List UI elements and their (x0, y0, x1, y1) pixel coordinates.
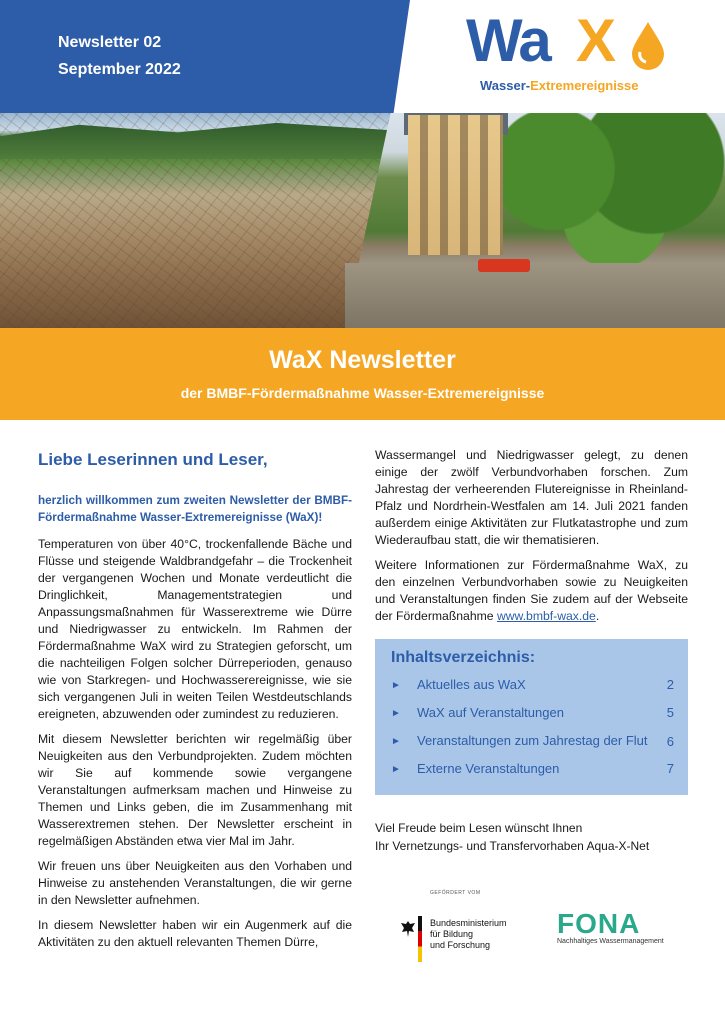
flood-building (408, 115, 503, 255)
toc-item-veranstaltungen[interactable] (391, 703, 674, 723)
toc-label: Externe Veranstaltungen (417, 761, 560, 776)
bmbf-name (430, 918, 507, 951)
toc-item-jahrestag[interactable] (391, 731, 674, 751)
logo-sub-wasser: Wasser- (480, 78, 531, 93)
body-paragraph-3: Wir freuen uns über Neuigkeiten aus den Vorhaben und Hinweise zu anstehenden Veranstaltungen, die wir gerne in den Newsletter aufnehmen. (38, 859, 352, 907)
closing-line-1: Viel Freude beim Lesen wünscht Ihnen (375, 821, 583, 835)
water-drop-icon (630, 20, 666, 70)
bmbf-line-2: für Bildung (430, 929, 474, 939)
rescue-boat (478, 259, 530, 272)
flood-water (345, 263, 725, 328)
triangle-bullet-icon: ► (391, 764, 401, 775)
closing-line-2: Ihr Vernetzungs- und Transfervorhaben Aqua-X-Net (375, 839, 650, 853)
left-column (38, 450, 352, 959)
toc-page-number: 5 (666, 705, 674, 720)
title-banner (0, 328, 725, 420)
wax-logo (466, 7, 676, 98)
table-of-contents (375, 639, 688, 795)
triangle-bullet-icon: ► (391, 736, 401, 747)
toc-page-number: 2 (666, 677, 674, 692)
toc-title: Inhaltsverzeichnis: (391, 649, 536, 666)
closing-remark (375, 819, 688, 855)
greeting-heading: Liebe Leserinnen und Leser, (38, 450, 268, 469)
toc-item-aktuelles[interactable] (391, 675, 674, 695)
right-paragraph-1: Wassermangel und Niedrigwasser gelegt, zu denen einige der zwölf Verbundvorhaben forschen. Zum Jahrestag der verheerenden Flutereignisse in Rheinland-Pfalz und Nordrhein-Westfalen am 14. Juli 2021 fanden außerdem einige Aktivitäten zur Flutkatastrophe und zum Wiederaufbau statt, die wir thematisieren. (375, 448, 688, 547)
bmbf-logo (400, 888, 520, 968)
bmbf-line-1: Bundesministerium (430, 918, 507, 928)
toc-item-extern[interactable] (391, 759, 674, 779)
body-paragraph-4: In diesem Newsletter haben wir ein Augenmerk auf die Aktivitäten zu den aktuell relevanten Themen Dürre, (38, 918, 352, 949)
newsletter-number: Newsletter 02 (58, 34, 162, 51)
logo-sub-extremereignisse: Extremereignisse (530, 78, 639, 93)
bmbf-line-3: und Forschung (430, 940, 491, 950)
toc-label: Aktuelles aus WaX (417, 677, 526, 692)
drought-photo (0, 113, 395, 328)
toc-label: Veranstaltungen zum Jahrestag der Flut (417, 733, 648, 748)
triangle-bullet-icon: ► (391, 680, 401, 691)
right-column (375, 447, 688, 855)
right-paragraph-2 (375, 557, 688, 625)
fona-logo (557, 908, 664, 945)
banner-title: WaX Newsletter (269, 346, 456, 374)
header-photos (0, 113, 725, 328)
fona-wordmark: FONA (557, 908, 641, 939)
flood-trees (480, 113, 725, 273)
logo-subtitle (480, 78, 639, 93)
header-band (0, 0, 410, 113)
logo-wa-text: Wa (466, 7, 550, 74)
sponsor-logos (400, 888, 700, 978)
body-paragraph-2: Mit diesem Newsletter berichten wir regelmäßig über Neuigkeiten aus den Verbundprojekten. Zudem möchten wir Sie auf kommende sowie vergangene Veranstaltungen aufmerksam machen und Hinweise zu Themen und Links geben, die im Zusammenhang mit Wasserextremen stehen. Der Newsletter erscheint in regelmäßigen Abständen etwa vier Mal im Jahr. (38, 732, 352, 848)
toc-page-number: 7 (666, 761, 674, 776)
body-paragraph-1: Temperaturen von über 40°C, trockenfallende Bäche und Flüsse und steigende Waldbrandgefahr – die Trockenheit der vergangenen Wochen und Monate verdeutlicht die Dringlichkeit, Managementstrategien und Anpassungsmaßnahmen für Wasserextreme wie Dürre und Niedrigwasser zu entwickeln. Im Rahmen der Fördermaßnahme WaX wird zu Strategien geforscht, um die nachteiligen Folgen solcher Dürreperioden, genauso wie von Starkregen- und Hochwasserereignisse, wie sie sich vergangenen Juli in weiten Teilen Westdeutschlands ereigneten, abzuwenden oder zumindest zu reduzieren. (38, 537, 352, 721)
toc-label: WaX auf Veranstaltungen (417, 705, 564, 720)
right-paragraph-2-text: Weitere Informationen zur Fördermaßnahme WaX, zu den einzelnen Verbundvorhaben sowie zu Neuigkeiten und Veranstaltungen finden Sie zudem auf der Webseite der Fördermaßnahme (375, 558, 688, 623)
bmbf-funding-note: GEFÖRDERT VOM (430, 890, 481, 896)
fona-subtitle: Nachhaltiges Wassermanagement (557, 938, 664, 945)
intro-paragraph: herzlich willkommen zum zweiten Newsletter der BMBF-Fördermaßnahme Wasser-Extremereignisse (WaX)! (38, 494, 352, 524)
toc-page-number: 6 (666, 734, 674, 749)
eagle-icon (400, 920, 416, 938)
logo-x-text: X (576, 7, 615, 74)
german-flag-stripe (418, 916, 422, 962)
newsletter-date: September 2022 (58, 61, 181, 78)
banner-subtitle: der BMBF-Fördermaßnahme Wasser-Extremereignisse (180, 385, 545, 401)
website-link[interactable]: www.bmbf-wax.de (496, 609, 596, 623)
triangle-bullet-icon: ► (391, 708, 401, 719)
right-paragraph-2-end: . (595, 609, 600, 623)
drought-hills (0, 121, 395, 159)
